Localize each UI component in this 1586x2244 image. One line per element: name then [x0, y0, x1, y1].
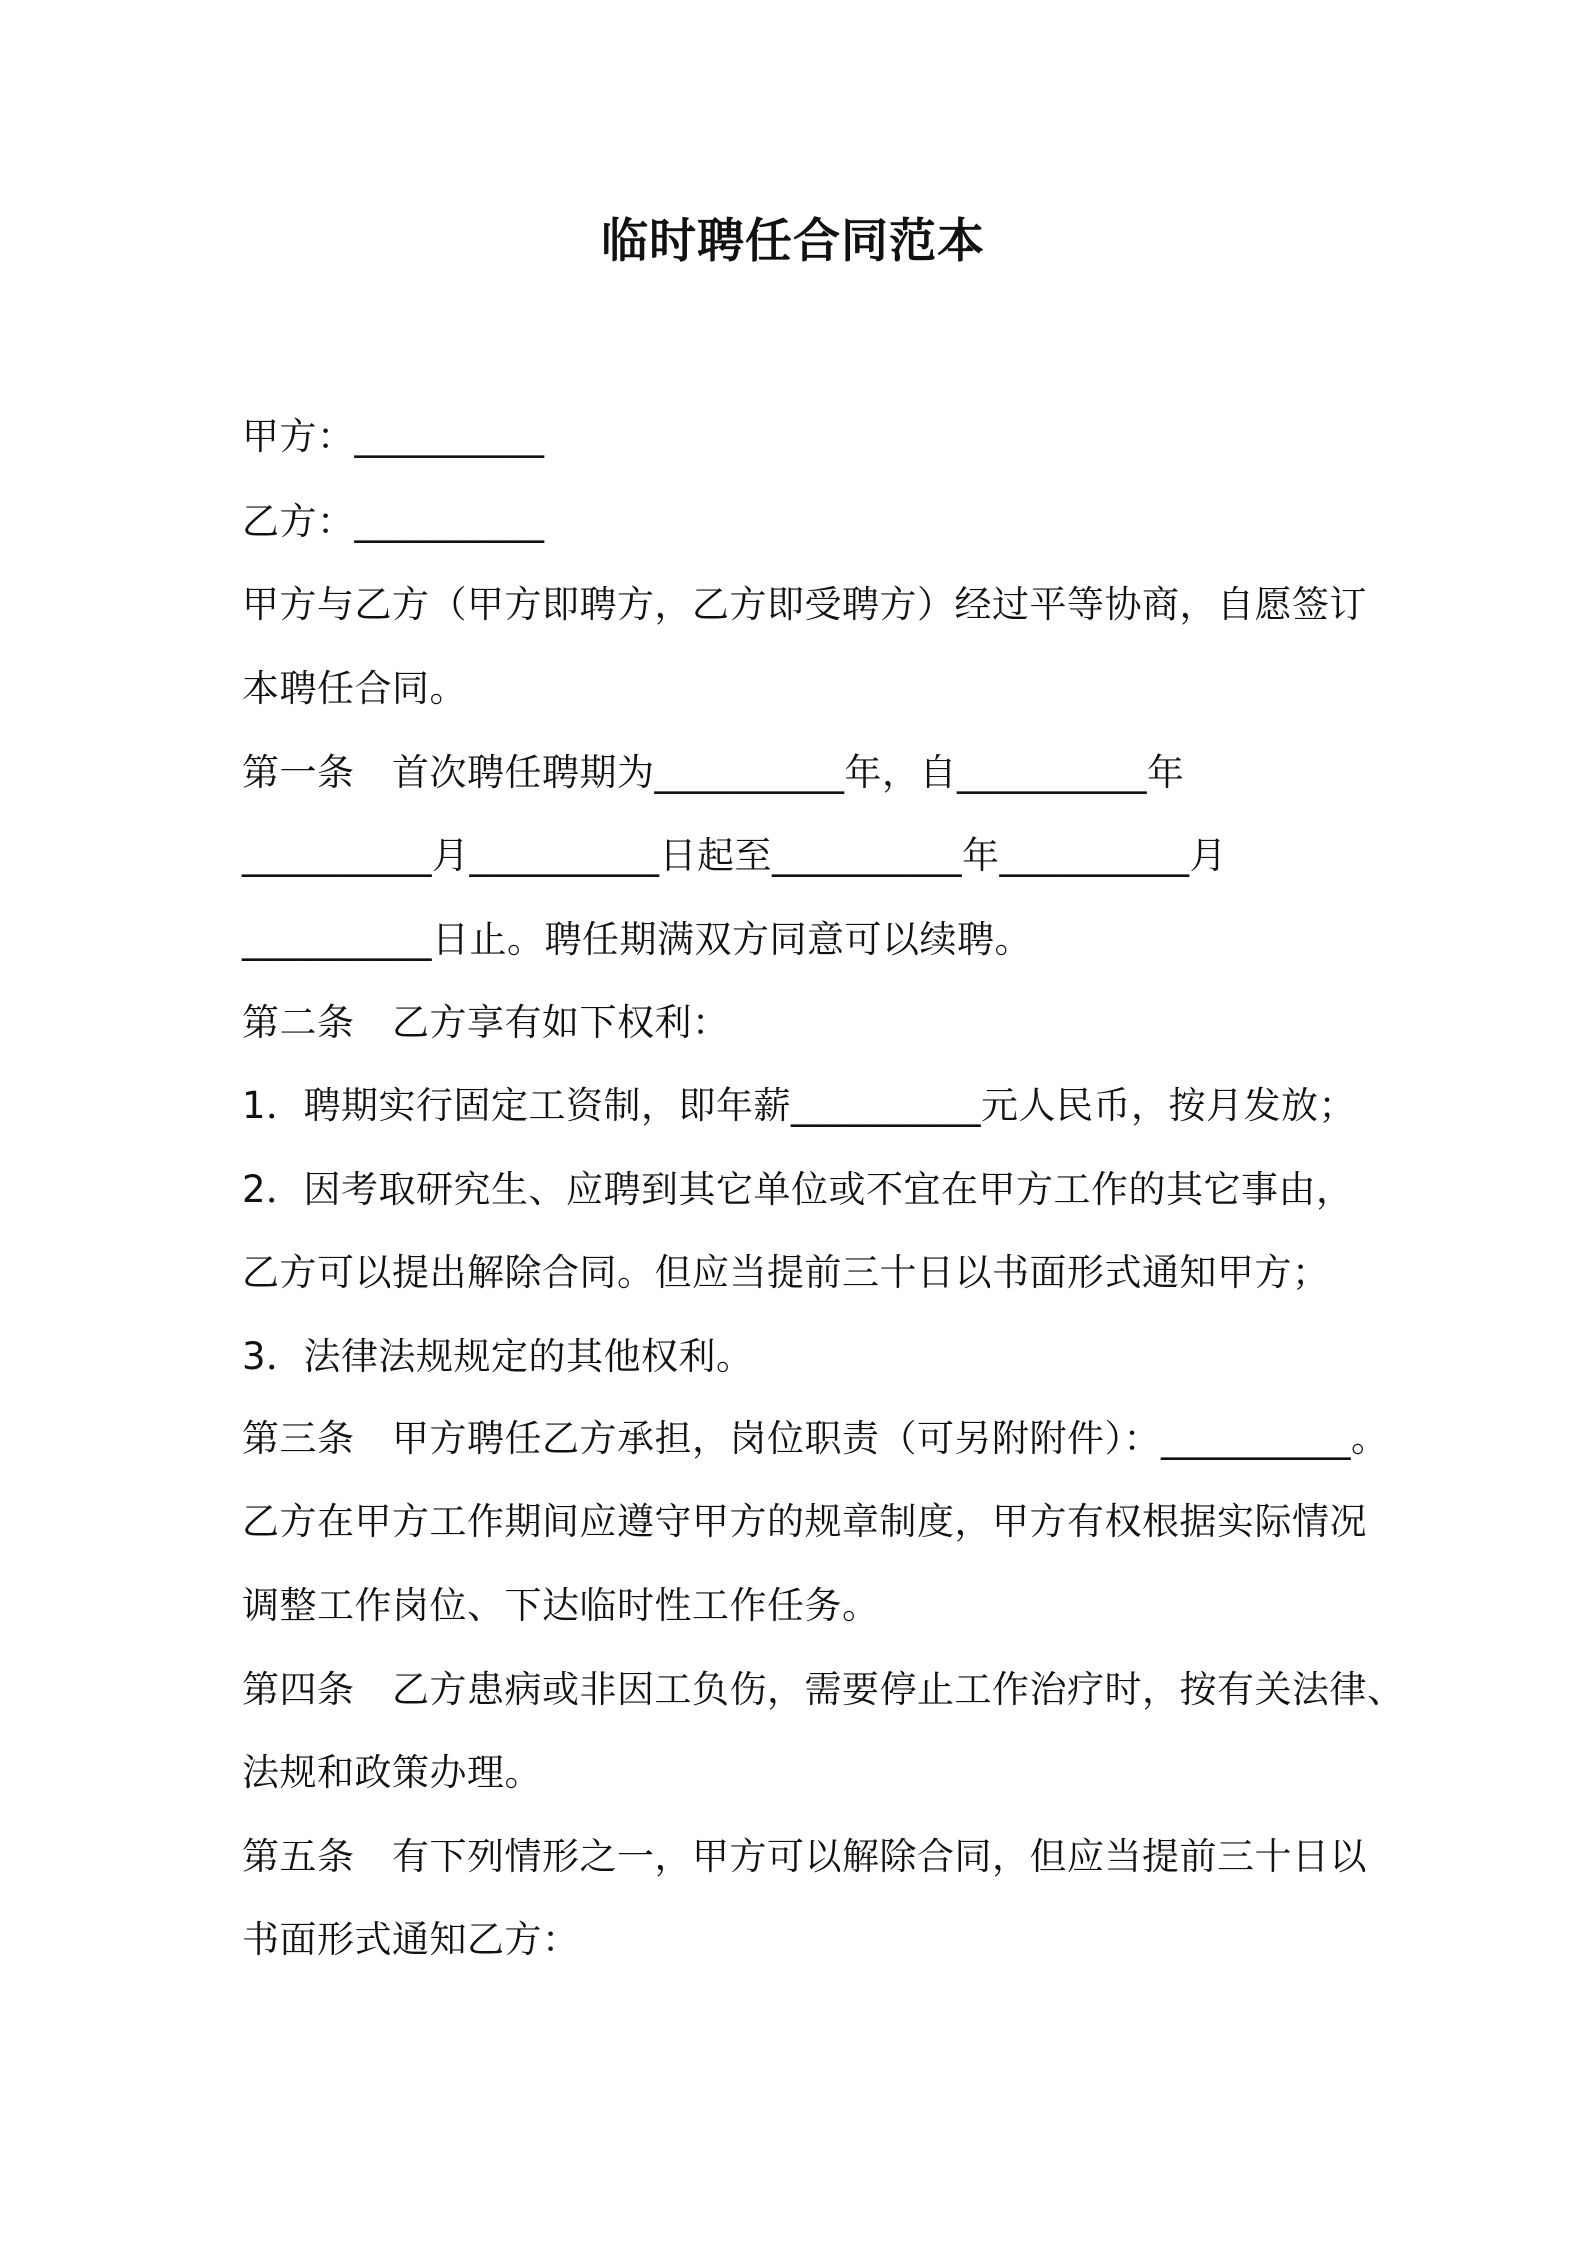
- document-title: 临时聘任合同范本: [601, 214, 985, 269]
- article-1-line-1: 第一条 首次聘任聘期为__________年，自__________年: [242, 751, 1185, 794]
- article-1-line-3: __________日止。聘任期满双方同意可以续聘。: [242, 918, 1032, 961]
- article-2-heading: 第二条 乙方享有如下权利：: [242, 1001, 730, 1044]
- article-3-line-3: 调整工作岗位、下达临时性工作任务。: [242, 1584, 880, 1627]
- article-2-item-2b: 乙方可以提出解除合同。但应当提前三十日以书面形式通知甲方；: [242, 1251, 1330, 1294]
- article-2-item-3: 3．法律法规规定的其他权利。: [242, 1335, 754, 1378]
- article-1-line-2: __________月__________日起至__________年__________月: [242, 834, 1227, 877]
- article-4-line-2: 法规和政策办理。: [242, 1751, 542, 1794]
- article-4-line-1: 第四条 乙方患病或非因工负伤，需要停止工作治疗时，按有关法律、: [242, 1668, 1405, 1711]
- article-5-line-2: 书面形式通知乙方：: [242, 1918, 580, 1961]
- party-b-line: 乙方：__________: [242, 500, 545, 543]
- article-3-line-2: 乙方在甲方工作期间应遵守甲方的规章制度，甲方有权根据实际情况: [242, 1500, 1367, 1543]
- article-2-item-2a: 2．因考取研究生、应聘到其它单位或不宜在甲方工作的其它事由，: [242, 1168, 1354, 1211]
- intro-line-2: 本聘任合同。: [242, 667, 467, 710]
- intro-line-1: 甲方与乙方（甲方即聘方，乙方即受聘方）经过平等协商，自愿签订: [242, 583, 1367, 626]
- party-a-line: 甲方：__________: [242, 415, 545, 458]
- article-5-line-1: 第五条 有下列情形之一，甲方可以解除合同，但应当提前三十日以: [242, 1835, 1367, 1878]
- article-2-item-1: 1．聘期实行固定工资制，即年薪__________元人民币，按月发放；: [242, 1084, 1357, 1127]
- article-3-line-1: 第三条 甲方聘任乙方承担，岗位职责（可另附附件）：__________。: [242, 1417, 1389, 1460]
